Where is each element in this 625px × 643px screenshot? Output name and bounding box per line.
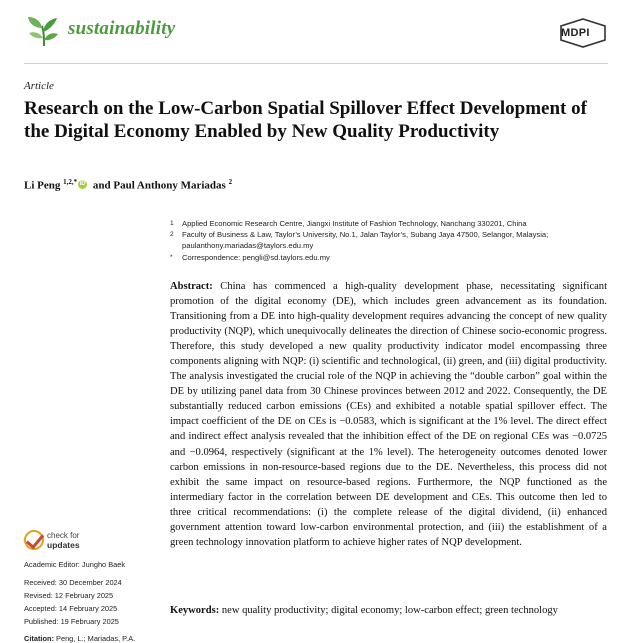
keywords-label: Keywords: bbox=[170, 605, 220, 616]
affiliation-text: Faculty of Business & Law, Taylor’s University, No.1, Jalan Taylor’s, Subang Jaya 47500, Selangor, Malaysia; bbox=[182, 230, 549, 240]
affiliation-marker: 1 bbox=[170, 220, 174, 227]
affiliation-row bbox=[170, 252, 610, 263]
author-affiliation-marker: 1,2,* bbox=[63, 178, 78, 186]
keywords-text: new quality productivity; digital economy; low-carbon effect; green technology bbox=[221, 605, 558, 616]
keywords bbox=[170, 604, 615, 618]
article-type-label: Article bbox=[24, 80, 54, 92]
abstract bbox=[170, 279, 607, 550]
journal-logo-icon bbox=[24, 12, 64, 52]
affiliation-marker bbox=[170, 240, 182, 251]
correspondence-text[interactable]: Correspondence: pengli@sd.taylors.edu.my bbox=[182, 252, 330, 262]
affiliation-row bbox=[170, 229, 610, 240]
accepted-date: Accepted: 14 February 2025 bbox=[24, 604, 118, 613]
affiliation-row bbox=[170, 218, 610, 229]
abstract-label: Abstract: bbox=[170, 281, 213, 292]
author-name[interactable]: and Paul Anthony Mariadas bbox=[92, 179, 226, 192]
revised-date: Revised: 12 February 2025 bbox=[24, 591, 114, 600]
author-affiliation-marker: 2 bbox=[228, 178, 233, 186]
received-date: Received: 30 December 2024 bbox=[24, 578, 122, 587]
article-title: Research on the Low-Carbon Spatial Spillover Effect Development of the Digital Economy Enabled by New Quality Productivity bbox=[24, 98, 587, 142]
academic-editor: Academic Editor: Jungho Baek bbox=[24, 560, 126, 569]
check-updates-label[interactable]: check for bbox=[47, 531, 80, 540]
abstract-text: China has commenced a high-quality development phase, necessitating significant promotion of the digital economy (DE), which includes green advancement as its foundation. Transitioning from a DE into high-quality development requires advancing the concept of new quality productivity (NQP), which unequivocally delineates the direction of Chinese socio-economic progress. Therefore, this study developed a new quality productivity indicator model encompassing three components aligning with NQP: (i) scientific and technological, (ii) green, and (iii) digital productivity. The analysis investigated the crucial role of the NQP in achieving the “double carbon” goal within the DE by utilizing panel data from 30 Chinese provinces between 2012 and 2022. Consequently, the DE substantially reduced carbon emissions (CEs) and exhibited a notable spatial spillover effect. The impact coefficient of the DE on CEs is −0.0583, which is significant at the 1% level. The direct effect and indirect effect analysis revealed that the inhibition effect of the DE on regional CEs was −0.0725 and −0.0964, respectively (significant at the 1% level). The heterogeneity outcomes denoted lower carbon emissions in non-resource-based regions due to the DE. Nevertheless, this process did not exhibit the same impact on resource-based regions. Furthermore, the NQP functioned as the intermediary factor in the correlation between DE development and CEs. This outcome then led to three critical recommendations: (i) the complete release of the digital dividend, (ii) enhanced government attention toward low-carbon environmental protection, and (iii) the establishment of a green technology innovation platform to achieve higher rates of NQP development. bbox=[170, 281, 608, 548]
author-name[interactable]: Li Peng bbox=[24, 179, 61, 192]
correspondence-marker: * bbox=[170, 253, 173, 261]
published-date: Published: 19 February 2025 bbox=[24, 617, 119, 626]
author-list bbox=[24, 178, 232, 192]
citation-text: Peng, L.; Mariadas, P.A. bbox=[56, 634, 136, 643]
header-divider bbox=[24, 63, 608, 64]
journal-name[interactable]: sustainability bbox=[68, 18, 176, 39]
affiliation-text: Applied Economic Research Centre, Jiangxi Institute of Fashion Technology, Nanchang 330201, China bbox=[182, 219, 527, 228]
citation-label: Citation: bbox=[24, 634, 54, 643]
check-updates-label-bold[interactable]: updates bbox=[47, 540, 80, 550]
affiliation-email[interactable]: paulanthony.mariadas@taylors.edu.my bbox=[182, 241, 314, 251]
affiliation-marker: 2 bbox=[170, 231, 174, 239]
orcid-icon[interactable]: iD bbox=[79, 180, 86, 187]
publisher-logo-text[interactable]: MDPI bbox=[561, 27, 590, 39]
affiliations bbox=[170, 218, 610, 263]
affiliation-row bbox=[170, 240, 610, 251]
